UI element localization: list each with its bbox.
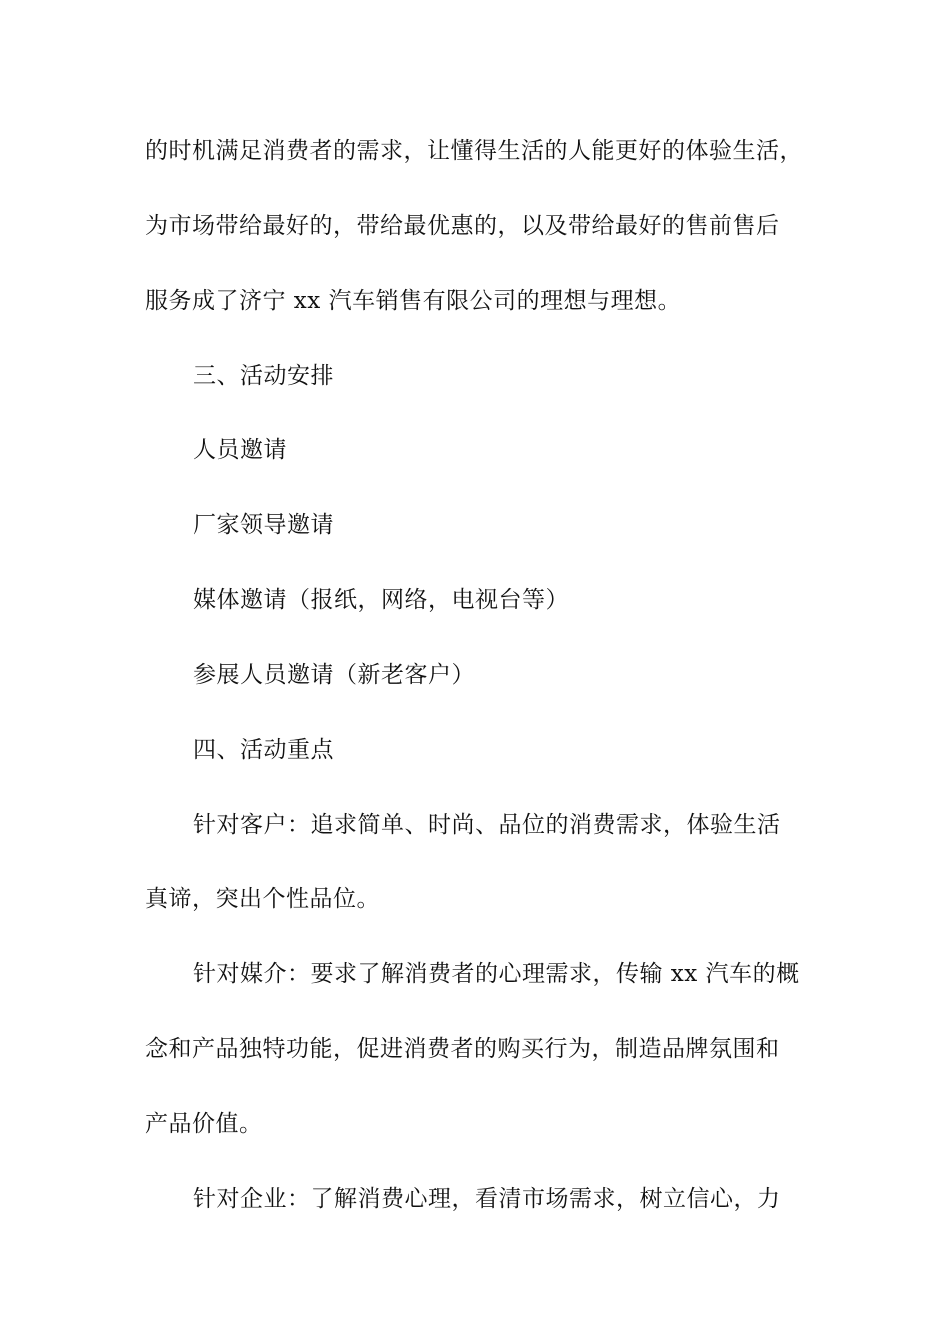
list-item: 人员邀请	[193, 437, 287, 463]
section-heading: 三、活动安排	[193, 363, 334, 389]
paragraph-line: 产品价值。	[145, 1111, 263, 1137]
list-item: 厂家领导邀请	[193, 512, 334, 538]
section-heading: 四、活动重点	[193, 737, 334, 763]
paragraph-line: 服务成了济宁 xx 汽车销售有限公司的理想与理想。	[145, 288, 682, 314]
paragraph-line: 针对媒介：要求了解消费者的心理需求，传输 xx 汽车的概	[193, 961, 800, 987]
paragraph-line: 的时机满足消费者的需求，让懂得生活的人能更好的体验生活，	[145, 138, 803, 164]
paragraph-line: 念和产品独特功能，促进消费者的购买行为，制造品牌氛围和	[145, 1036, 780, 1062]
list-item: 媒体邀请（报纸，网络，电视台等）	[193, 587, 569, 613]
paragraph-line: 针对企业：了解消费心理，看清市场需求，树立信心，力	[193, 1186, 781, 1212]
paragraph-line: 针对客户：追求简单、时尚、品位的消费需求，体验生活	[193, 812, 781, 838]
list-item: 参展人员邀请（新老客户）	[193, 662, 475, 688]
paragraph-line: 为市场带给最好的，带给最优惠的，以及带给最好的售前售后	[145, 213, 780, 239]
paragraph-line: 真谛，突出个性品位。	[145, 886, 380, 912]
